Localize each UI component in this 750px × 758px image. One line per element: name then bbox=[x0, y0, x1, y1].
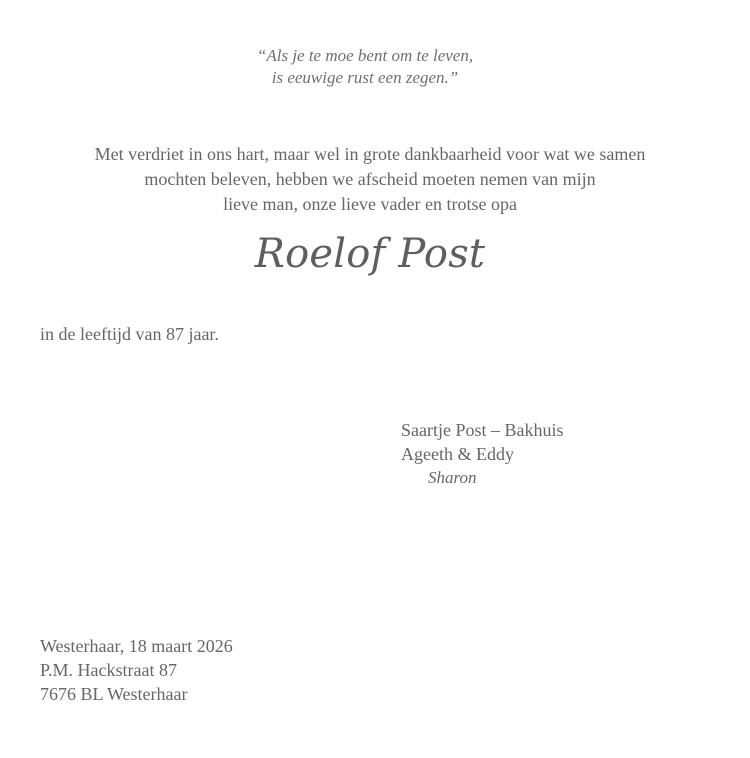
grandchild-name: Sharon bbox=[428, 468, 477, 487]
quote-block bbox=[0, 45, 730, 89]
correspondence-address bbox=[40, 634, 233, 706]
family-signatures bbox=[401, 418, 564, 490]
deceased-name: Roelof Post bbox=[254, 231, 486, 277]
postal-code-city: 7676 BL Westerhaar bbox=[40, 684, 188, 704]
announcement-line-1: Met verdriet in ons hart, maar wel in grote dankbaarheid voor wat we samen bbox=[94, 144, 646, 164]
announcement-text bbox=[0, 142, 740, 217]
quote-line-1: “Als je te moe bent om te leven, bbox=[256, 46, 474, 65]
children-names: Ageeth & Eddy bbox=[401, 444, 514, 464]
street-address: P.M. Hackstraat 87 bbox=[40, 660, 177, 680]
place-and-date: Westerhaar, 18 maart 2026 bbox=[40, 636, 233, 656]
announcement-line-3: lieve man, onze lieve vader en trotse opa bbox=[223, 194, 517, 214]
age-text: in de leeftijd van 87 jaar. bbox=[40, 324, 219, 344]
announcement-line-2: mochten beleven, hebben we afscheid moeten nemen van mijn bbox=[144, 169, 596, 189]
spouse-name: Saartje Post – Bakhuis bbox=[401, 420, 564, 440]
quote-line-2: is eeuwige rust een zegen.” bbox=[271, 68, 459, 87]
